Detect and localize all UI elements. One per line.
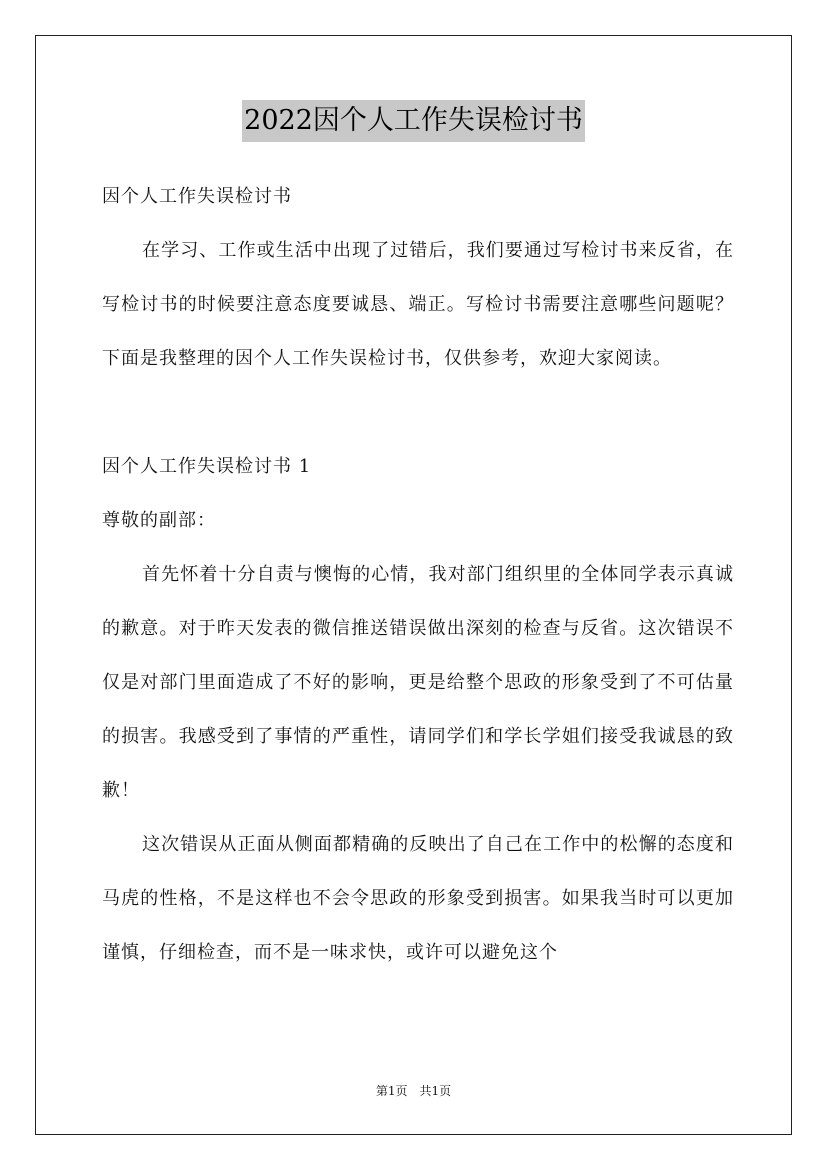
document-title: 2022因个人工作失误检讨书 [242, 100, 585, 142]
paragraph-heading-intro: 因个人工作失误检讨书 [102, 186, 292, 207]
blank-line [102, 386, 734, 440]
title-container [0, 100, 827, 142]
page-total: 共1页 [419, 1084, 452, 1098]
paragraph-body-2: 这次错误从正面从侧面都精确的反映出了自己在工作中的松懈的态度和马虎的性格，不是这样也不会令思政的形象受到损害。如果我当时可以更加谨慎，仔细检查，而不是一味求快，或许可以避免这个 [102, 834, 734, 963]
salutation: 尊敬的副部： [102, 510, 216, 531]
page-footer [0, 1083, 827, 1099]
page-number: 第1页 [375, 1084, 408, 1098]
section-heading-1: 因个人工作失误检讨书 1 [102, 456, 312, 477]
paragraph-intro: 在学习、工作或生活中出现了过错后，我们要通过写检讨书来反省，在写检讨书的时候要注意态度要诚恳、端正。写检讨书需要注意哪些问题呢？下面是我整理的因个人工作失误检讨书，仅供参考，欢迎大家阅读。 [102, 240, 734, 369]
paragraph-body-1: 首先怀着十分自责与懊悔的心情，我对部门组织里的全体同学表示真诚的歉意。对于昨天发表的微信推送错误做出深刻的检查与反省。这次错误不仅是对部门里面造成了不好的影响，更是给整个思政的形象受到了不可估量的损害。我感受到了事情的严重性，请同学们和学长学姐们接受我诚恳的致歉！ [102, 564, 734, 801]
document-body [102, 170, 734, 980]
